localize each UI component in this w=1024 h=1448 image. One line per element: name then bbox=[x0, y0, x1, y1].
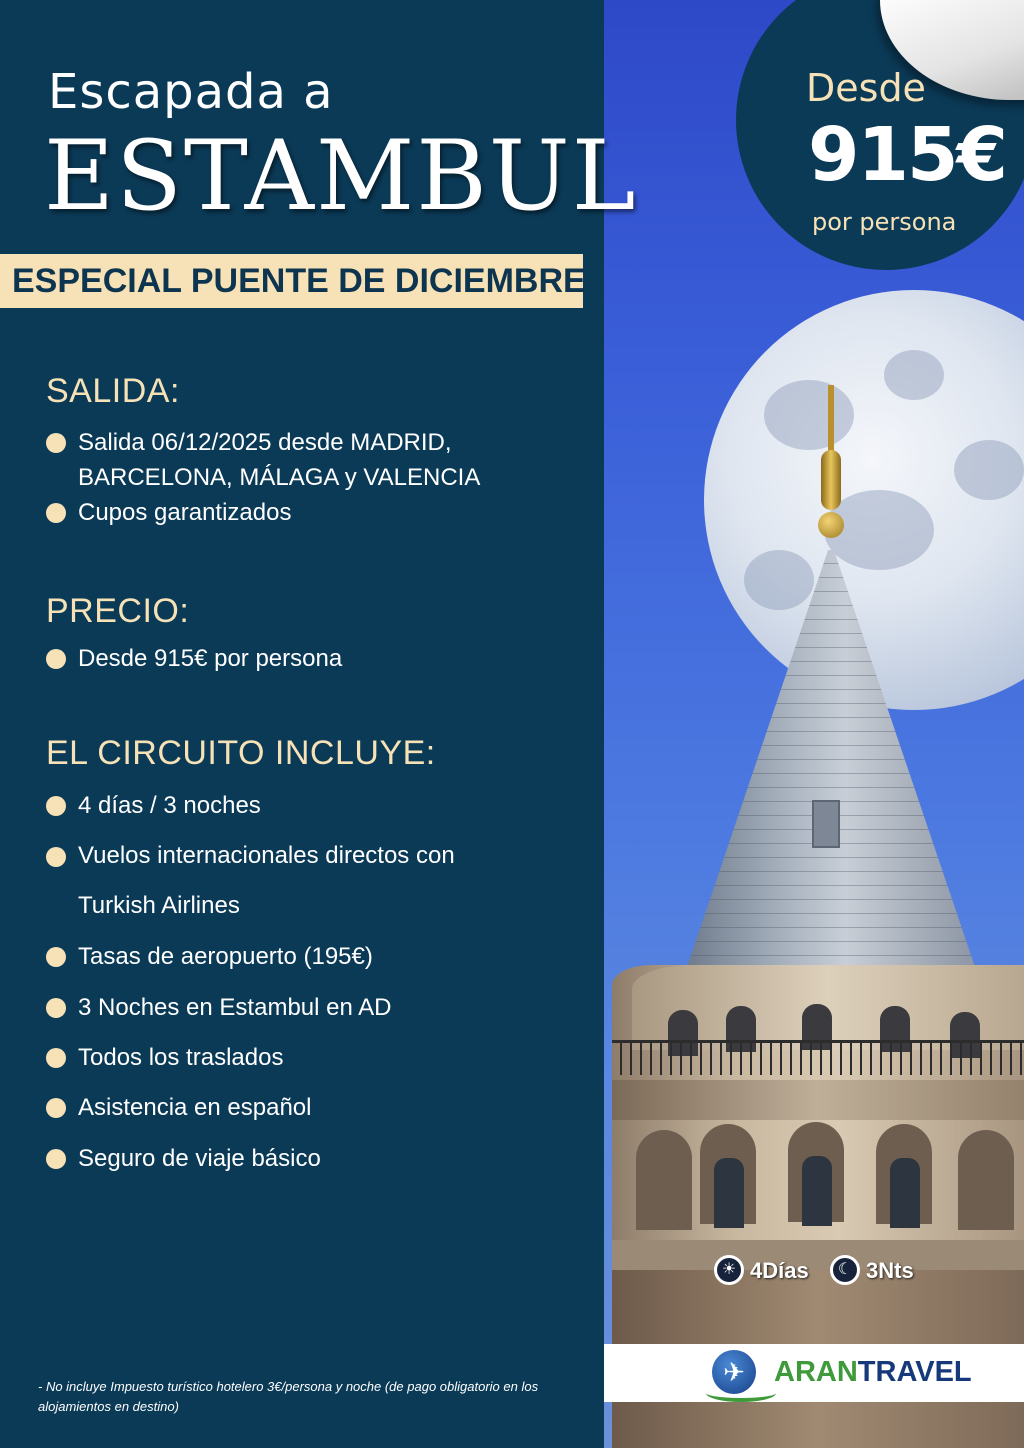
tower-balcony-railing bbox=[612, 1040, 1024, 1075]
special-banner bbox=[0, 254, 586, 308]
list-item: Desde 915€ por persona bbox=[46, 641, 586, 676]
section-heading-incluye: EL CIRCUITO INCLUYE: bbox=[46, 734, 436, 772]
special-banner-text: ESPECIAL PUENTE DE DICIEMBRE bbox=[12, 262, 586, 300]
price-value: 915€ bbox=[808, 112, 1006, 198]
bullet-icon bbox=[46, 796, 66, 816]
list-item: Vuelos internacionales directos con Turkish Airlines bbox=[46, 831, 586, 931]
list-item: 4 días / 3 noches bbox=[46, 788, 586, 823]
tower-spire bbox=[828, 385, 834, 455]
list-item: Todos los traslados bbox=[46, 1040, 586, 1075]
nights-badge: 3Nts bbox=[866, 1258, 914, 1283]
sun-icon: ☀ bbox=[714, 1255, 744, 1285]
bullet-icon bbox=[46, 847, 66, 867]
bullet-icon bbox=[46, 503, 66, 523]
section-heading-salida: SALIDA: bbox=[46, 372, 180, 410]
list-item: Asistencia en español bbox=[46, 1090, 586, 1125]
bullet-icon bbox=[46, 649, 66, 669]
bullet-icon bbox=[46, 998, 66, 1018]
bullet-icon bbox=[46, 433, 66, 453]
bullet-icon bbox=[46, 1098, 66, 1118]
list-item: Cupos garantizados bbox=[46, 495, 586, 530]
price-from-label: Desde bbox=[806, 66, 926, 110]
list-item: Salida 06/12/2025 desde MADRID, BARCELONA, MÁLAGA y VALENCIA bbox=[46, 425, 586, 495]
plane-icon: ✈ bbox=[723, 1357, 745, 1387]
bullet-icon bbox=[46, 1048, 66, 1068]
list-item: Tasas de aeropuerto (195€) bbox=[46, 939, 586, 974]
bullet-icon bbox=[46, 1149, 66, 1169]
days-badge: 4Días bbox=[750, 1258, 809, 1283]
page-title: ESTAMBUL bbox=[44, 120, 638, 232]
moon-icon: ☾ bbox=[830, 1255, 860, 1285]
bullet-icon bbox=[46, 947, 66, 967]
list-item: Seguro de viaje básico bbox=[46, 1141, 586, 1176]
logo-text-aran: ARAN bbox=[774, 1356, 858, 1388]
section-heading-precio: PRECIO: bbox=[46, 592, 190, 630]
price-per-person: por persona bbox=[812, 208, 957, 236]
logo-text-travel: TRAVEL bbox=[857, 1356, 972, 1388]
roof-window bbox=[812, 800, 840, 848]
title-line-1: Escapada a bbox=[48, 64, 334, 120]
tower-finial-ball bbox=[818, 512, 844, 538]
list-item: 3 Noches en Estambul en AD bbox=[46, 990, 586, 1025]
logo-text bbox=[774, 1356, 972, 1389]
tower-finial bbox=[821, 450, 841, 510]
footnote: - No incluye Impuesto turístico hotelero 3€/persona y noche (de pago obligatorio en los alojamientos en destino) bbox=[38, 1379, 539, 1414]
